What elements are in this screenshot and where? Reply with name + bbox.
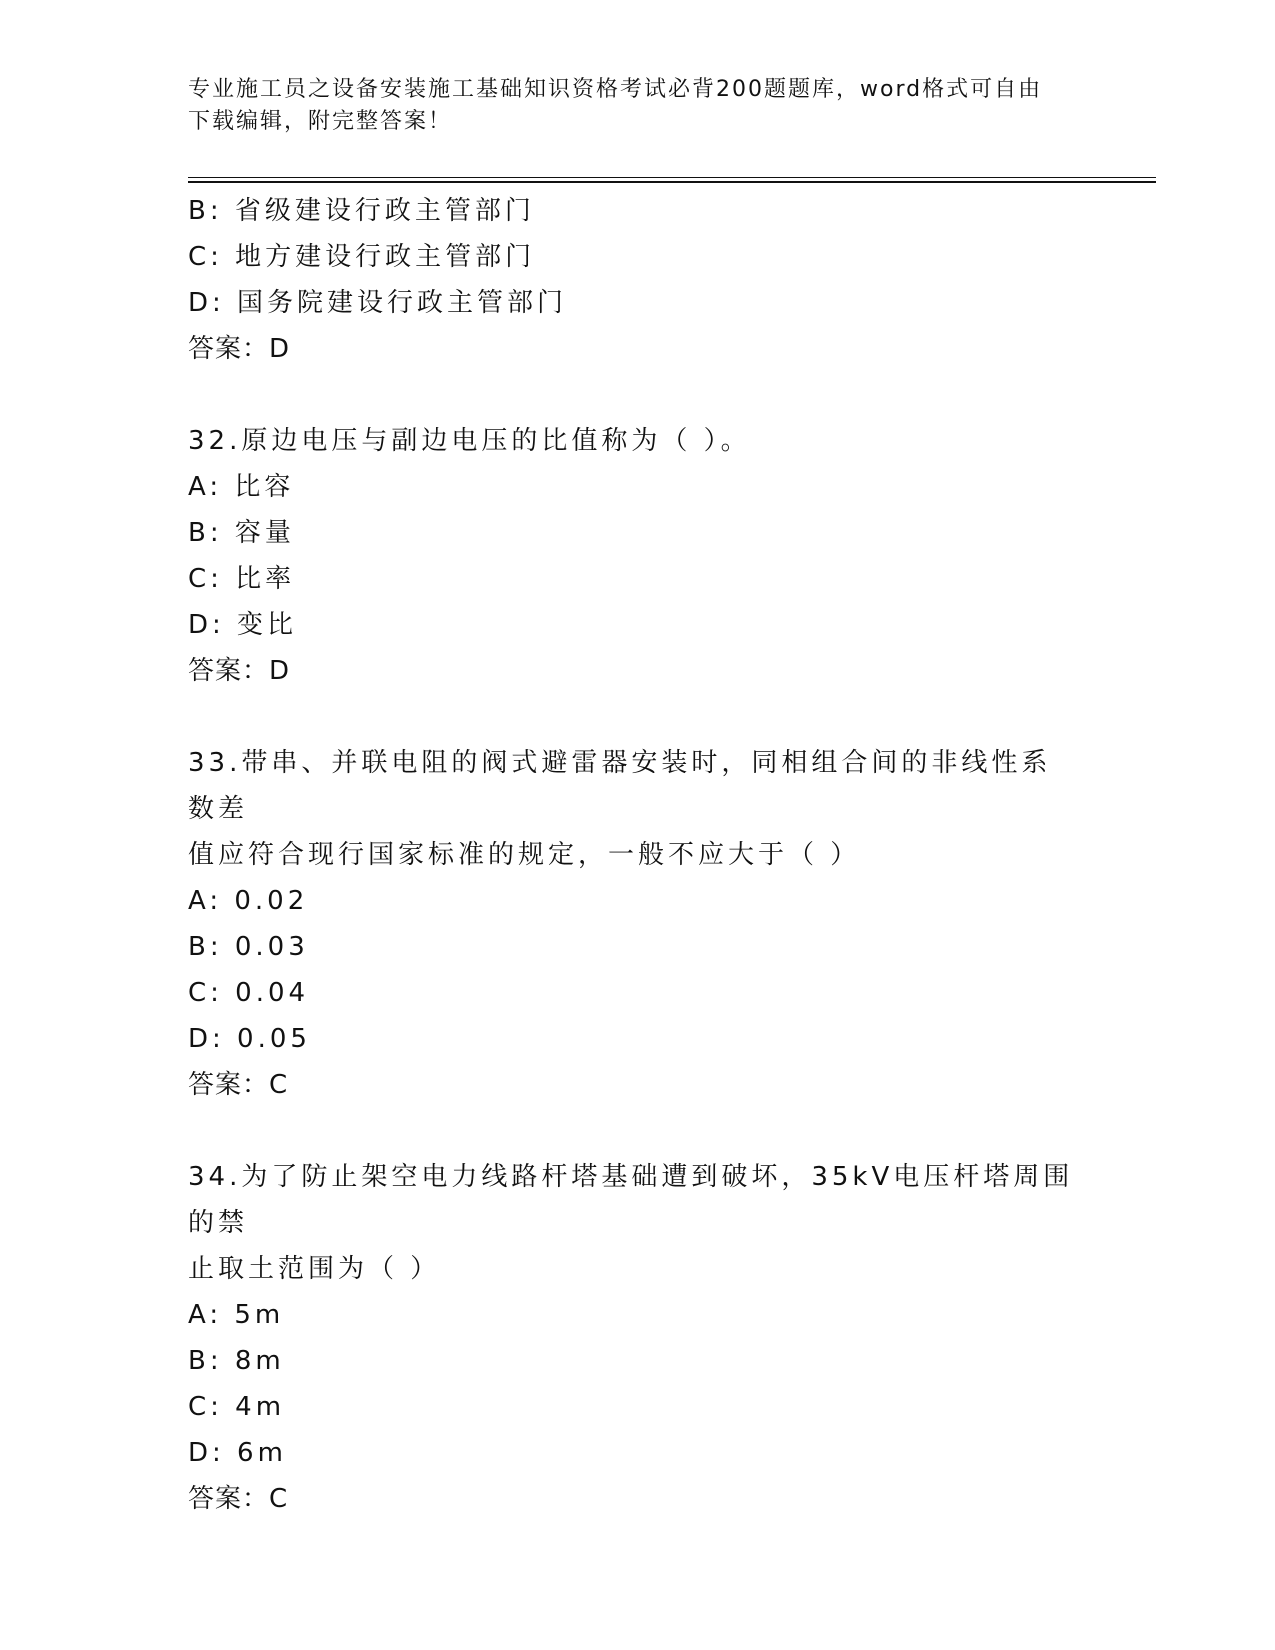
option-b: B: 容量 bbox=[188, 518, 295, 548]
option-b: B: 8m bbox=[188, 1346, 285, 1376]
option-c: C: 比率 bbox=[188, 564, 296, 594]
question-content bbox=[188, 188, 1088, 1522]
option-b: B: 省级建设行政主管部门 bbox=[188, 196, 535, 226]
header-divider-thin bbox=[188, 177, 1156, 178]
question-32 bbox=[188, 418, 1088, 694]
option-a: A: 5m bbox=[188, 1300, 285, 1330]
header-line-2: 下载编辑，附完整答案！ bbox=[188, 109, 453, 134]
option-c: C: 地方建设行政主管部门 bbox=[188, 242, 536, 272]
answer-line: 答案：C bbox=[188, 1484, 289, 1514]
spacer bbox=[188, 1108, 1088, 1154]
answer-line: 答案：C bbox=[188, 1070, 289, 1100]
question-text-line-2: 值应符合现行国家标准的规定，一般不应大于（ ） bbox=[188, 840, 861, 870]
option-d: D: 0.05 bbox=[188, 1024, 311, 1054]
question-text-line-1: 34.为了防止架空电力线路杆塔基础遭到破坏，35kV电压杆塔周围的禁 bbox=[188, 1162, 1074, 1238]
header-line-1: 专业施工员之设备安装施工基础知识资格考试必背200题题库，word格式可自由 bbox=[188, 77, 1043, 102]
option-d: D: 国务院建设行政主管部门 bbox=[188, 288, 568, 318]
question-31-continued bbox=[188, 188, 1088, 372]
question-text-line-1: 33.带串、并联电阻的阀式避雷器安装时，同相组合间的非线性系数差 bbox=[188, 748, 1052, 824]
question-34 bbox=[188, 1154, 1088, 1522]
spacer bbox=[188, 694, 1088, 740]
option-c: C: 0.04 bbox=[188, 978, 310, 1008]
answer-line: 答案：D bbox=[188, 334, 291, 364]
header-divider-thick bbox=[188, 181, 1156, 183]
question-33 bbox=[188, 740, 1088, 1108]
option-c: C: 4m bbox=[188, 1392, 286, 1422]
option-d: D: 6m bbox=[188, 1438, 287, 1468]
question-text-line-2: 止取土范围为（ ） bbox=[188, 1254, 441, 1284]
answer-line: 答案：D bbox=[188, 656, 291, 686]
option-b: B: 0.03 bbox=[188, 932, 309, 962]
question-text: 32.原边电压与副边电压的比值称为（ ）。 bbox=[188, 426, 751, 456]
spacer bbox=[188, 372, 1088, 418]
option-a: A: 0.02 bbox=[188, 886, 309, 916]
document-header bbox=[188, 74, 1088, 138]
option-d: D: 变比 bbox=[188, 610, 298, 640]
option-a: A: 比容 bbox=[188, 472, 295, 502]
